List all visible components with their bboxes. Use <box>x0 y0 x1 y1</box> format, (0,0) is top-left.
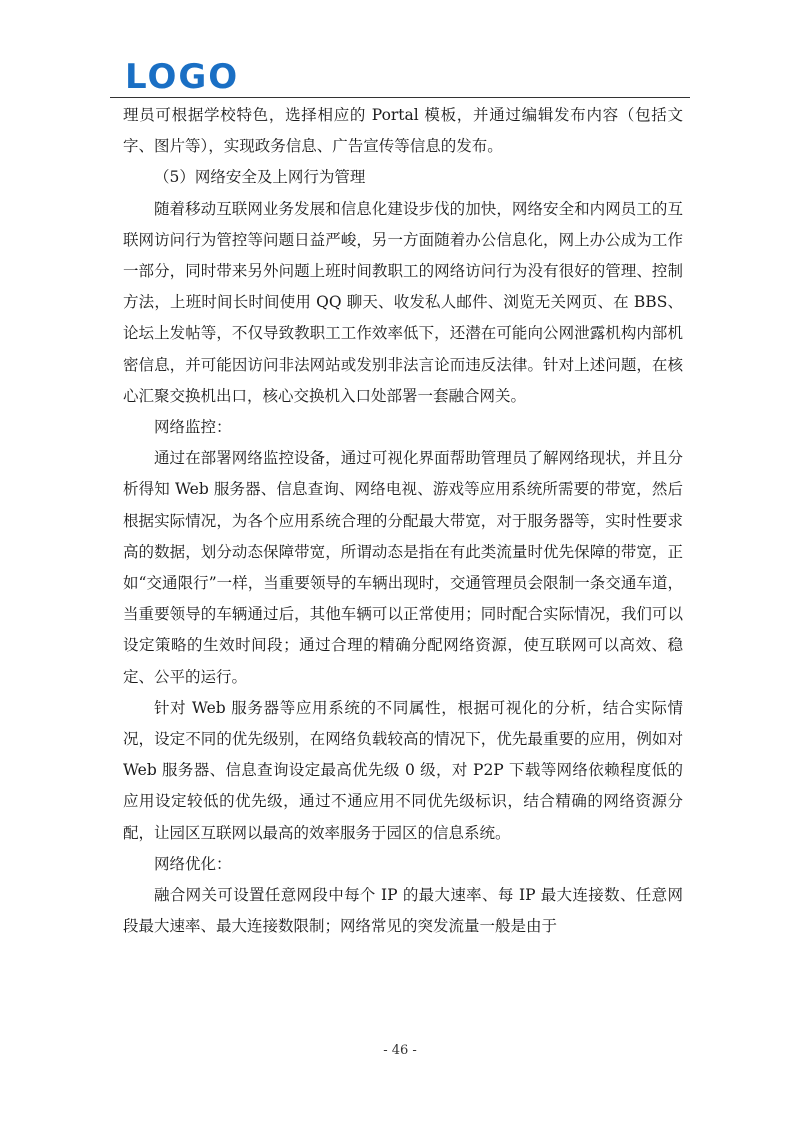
paragraph: 理员可根据学校特色，选择相应的 Portal 模板，并通过编辑发布内容（包括文字、图片等），实现政务信息、广告宣传等信息的发布。 <box>123 106 683 156</box>
paragraph: 融合网关可设置任意网段中每个 IP 的最大速率、每 IP 最大连接数、任意网段最大速率、最大连接数限制；网络常见的突发流量一般是由于 <box>123 886 683 936</box>
document-body <box>123 100 683 942</box>
page-number: - 46 - <box>383 1043 417 1058</box>
paragraph: 通过在部署网络监控设备，通过可视化界面帮助管理员了解网络现状，并且分析得知 Web 服务器、信息查询、网络电视、游戏等应用系统所需要的带宽，然后根据实际情况，为各个应用系统合理的分配最大带宽，对于服务器等，实时性要求高的数据，划分动态保障带宽，所谓动态是指在有此类流量时优先保障的带宽，正如“交通限行”一样，当重要领导的车辆出现时，交通管理员会限制一条交通车道，当重要领导的车辆通过后，其他车辆可以正常使用；同时配合实际情况，我们可以设定策略的生效时间段；通过合理的精确分配网络资源，使互联网可以高效、稳定、公平的运行。 <box>123 449 683 686</box>
logo: LOGO <box>125 57 240 97</box>
section-heading: （5）网络安全及上网行为管理 <box>154 168 366 187</box>
paragraph: 随着移动互联网业务发展和信息化建设步伐的加快，网络安全和内网员工的互联网访问行为管控等问题日益严峻，另一方面随着办公信息化，网上办公成为工作一部分，同时带来另外问题上班时间教职工的网络访问行为没有很好的管理、控制方法，上班时间长时间使用 QQ 聊天、收发私人邮件、浏览无关网页、在 BBS、论坛上发帖等，不仅导致教职工工作效率低下，还潜在可能向公网泄露机构内部机密信息，并可能因访问非法网站或发别非法言论而违反法律。针对上述问题，在核心汇聚交换机出口，核心交换机入口处部署一套融合网关。 <box>123 199 683 405</box>
subheading-network-optimization: 网络优化： <box>154 854 232 873</box>
subheading-network-monitoring: 网络监控： <box>154 418 232 437</box>
paragraph: 针对 Web 服务器等应用系统的不同属性，根据可视化的分析，结合实际情况，设定不同的优先级别，在网络负载较高的情况下，优先最重要的应用，例如对 Web 服务器、信息查询设定最高优先级 0 级，对 P2P 下载等网络依赖程度低的应用设定较低的优先级，通过不通应用不同优先级标识，结合精确的网络资源分配，让园区互联网以最高的效率服务于园区的信息系统。 <box>123 698 683 842</box>
header-rule <box>110 97 690 98</box>
